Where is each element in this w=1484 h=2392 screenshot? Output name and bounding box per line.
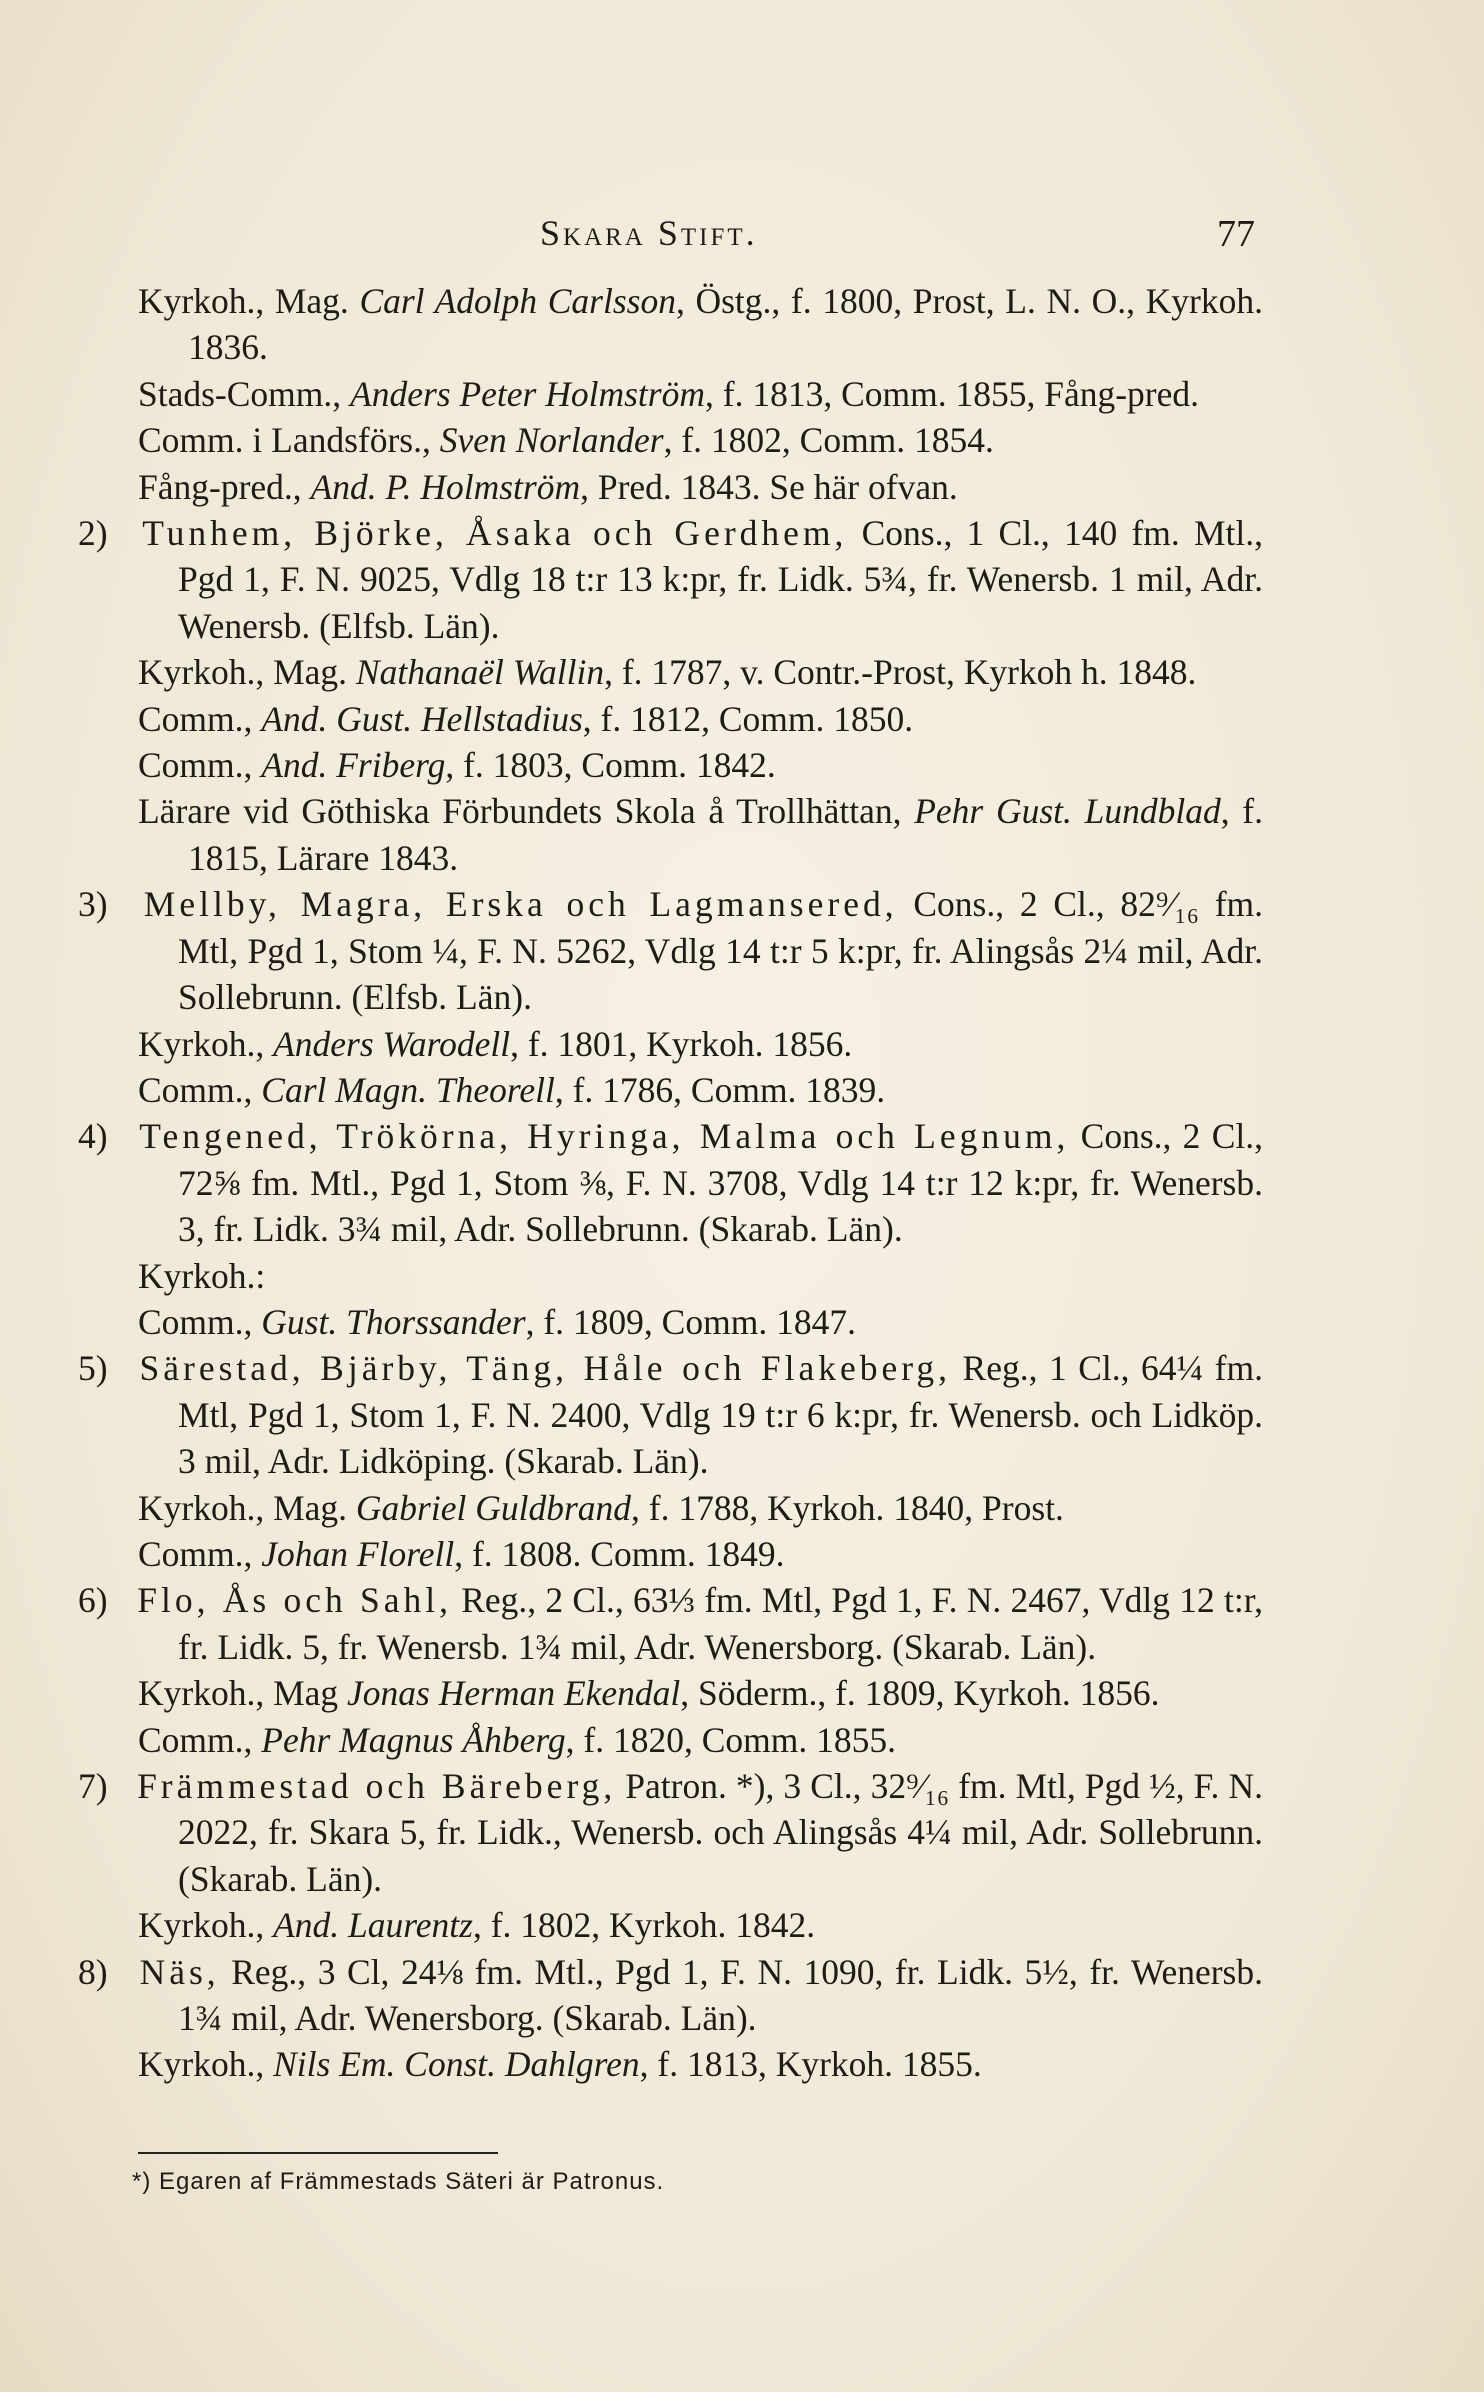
- clergy-entry: [138, 1299, 1263, 1345]
- person-name: Carl Adolph Carlsson: [359, 281, 676, 321]
- office-title: Kyrkoh.:: [138, 1255, 266, 1296]
- entry-details: , f. 1808. Comm. 1849.: [454, 1533, 785, 1574]
- parish-entry: 8) Näs, Reg., 3 Cl, 24⅛ fm. Mtl., Pgd 1, F. N. 1090, fr. Lidk. 5½, fr. Wenersb. 1¾ mil, Adr. Wenersborg. (Skarab. Län).: [78, 1951, 1264, 2039]
- person-name: Gust. Thorssander: [261, 1301, 526, 1342]
- person-name: Gabriel Guldbrand: [355, 1487, 632, 1528]
- entry-details: , f. 1813, Comm. 1855, Fång-pred.: [705, 373, 1200, 414]
- clergy-entry: [138, 788, 1263, 881]
- clergy-entry: [138, 649, 1263, 695]
- parish-entry: 3) Mellby, Magra, Erska och Lagmansered, Cons., 2 Cl., 82⁹⁄₁₆ fm. Mtl, Pgd 1, Stom ¼, F. N. 5262, Vdlg 14 t:r 5 k:pr, fr. Alingsås 2¼ mil, Adr. Sollebrunn. (Elfsb. Län).: [78, 884, 1264, 1018]
- clergy-entry: [138, 696, 1263, 742]
- clergy-entry: [138, 1670, 1263, 1716]
- running-head: Skara Stift.: [540, 213, 758, 253]
- person-name: Nathanaël Wallin: [355, 652, 605, 693]
- clergy-entry: [138, 464, 1263, 510]
- office-title: Comm.,: [138, 1533, 262, 1574]
- person-name: Anders Warodell: [273, 1023, 511, 1064]
- clergy-entry: [138, 2041, 1263, 2087]
- entry-details: , f. 1803, Comm. 1842.: [445, 745, 776, 786]
- entry-details: Patron. *), 3 Cl., 32⁹⁄₁₆ fm. Mtl, Pgd ½, F. N. 2022, fr. Skara 5, fr. Lidk., Wenersb. och Alingsås 4¼ mil, Adr. Sollebrunn. (Skarab. Län).: [178, 1766, 1263, 1899]
- entry-details: , f. 1802, Comm. 1854.: [663, 420, 994, 461]
- office-title: Kyrkoh.,: [138, 1023, 274, 1064]
- clergy-entry: [138, 417, 1263, 463]
- person-name: Nils Em. Const. Dahlgren: [273, 2044, 640, 2085]
- office-title: Kyrkoh., Mag: [138, 1673, 348, 1714]
- office-title: Kyrkoh.,: [138, 2044, 274, 2085]
- office-title: Comm.,: [138, 745, 262, 786]
- person-name: And. Friberg: [261, 745, 446, 786]
- parish-entry: 6) Flo, Ås och Sahl, Reg., 2 Cl., 63⅓ fm. Mtl, Pgd 1, F. N. 2467, Vdlg 12 t:r, fr. Lidk. 5, fr. Wenersb. 1¾ mil, Adr. Wenersborg. (Skarab. Län).: [78, 1580, 1264, 1667]
- parish-names: Särestad, Bjärby, Täng, Håle och Flakeberg,: [139, 1348, 952, 1389]
- office-title: Kyrkoh., Mag.: [138, 281, 360, 321]
- person-name: And. P. Holmström: [310, 466, 581, 507]
- footnote: *) Egaren af Främmestads Säteri är Patronus.: [132, 2168, 665, 2195]
- entry-details: Cons., 2 Cl., 82⁹⁄₁₆ fm. Mtl, Pgd 1, Stom ¼, F. N. 5262, Vdlg 14 t:r 5 k:pr, fr. Alingsås 2¼ mil, Adr. Sollebrunn. (Elfsb. Län).: [178, 884, 1264, 1018]
- entry-details: , f. 1815, Lärare 1843.: [188, 791, 1263, 878]
- person-name: Jonas Herman Ekendal: [347, 1673, 681, 1714]
- person-name: And. Laurentz: [273, 1905, 473, 1946]
- clergy-entry: [138, 278, 1263, 371]
- parish-entry: 4) Tengened, Trökörna, Hyringa, Malma och Legnum, Cons., 2 Cl., 72⅝ fm. Mtl., Pgd 1, Stom ⅜, F. N. 3708, Vdlg 14 t:r 12 k:pr, fr. Wenersb. 3, fr. Lidk. 3¾ mil, Adr. Sollebrunn. (Skarab. Län).: [78, 1116, 1264, 1250]
- parish-entry: 2) Tunhem, Björke, Åsaka och Gerdhem, Cons., 1 Cl., 140 fm. Mtl., Pgd 1, F. N. 9025, Vdlg 18 t:r 13 k:pr, fr. Lidk. 5¾, fr. Wenersb. 1 mil, Adr. Wenersb. (Elfsb. Län).: [78, 513, 1264, 646]
- person-name: Pehr Gust. Lundblad: [914, 791, 1221, 832]
- entry-details: Reg., 1 Cl., 64¼ fm. Mtl, Pgd 1, Stom 1, F. N. 2400, Vdlg 19 t:r 6 k:pr, fr. Wenersb. och Lidköp. 3 mil, Adr. Lidköping. (Skarab. Län).: [178, 1348, 1263, 1482]
- clergy-entry: [138, 1021, 1263, 1067]
- entry-details: , Östg., f. 1800, Prost, L. N. O., Kyrkoh. 1836.: [188, 281, 1263, 368]
- entry-details: , f. 1786, Comm. 1839.: [554, 1069, 886, 1110]
- clergy-entry: [138, 1253, 1263, 1299]
- parish-names: Främmestad och Bäreberg,: [137, 1766, 617, 1806]
- office-title: Kyrkoh., Mag.: [138, 1487, 356, 1528]
- entry-details: Cons., 1 Cl., 140 fm. Mtl., Pgd 1, F. N. 9025, Vdlg 18 t:r 13 k:pr, fr. Lidk. 5¾, fr. Wenersb. 1 mil, Adr. Wenersb. (Elfsb. Län).: [178, 513, 1264, 646]
- entry-details: , Söderm., f. 1809, Kyrkoh. 1856.: [680, 1673, 1160, 1714]
- entry-details: , Pred. 1843. Se här ofvan.: [580, 466, 958, 507]
- page-number: 77: [1217, 213, 1255, 255]
- parish-names: Tengened, Trökörna, Hyringa, Malma och Legnum,: [139, 1116, 1070, 1157]
- entry-details: , f. 1802, Kyrkoh. 1842.: [472, 1905, 816, 1946]
- entry-details: , f. 1787, v. Contr.-Prost, Kyrkoh h. 1848.: [604, 652, 1197, 693]
- footnote-rule: [138, 2152, 498, 2154]
- person-name: Anders Peter Holmström: [350, 373, 705, 414]
- clergy-entry: [138, 1531, 1263, 1577]
- entry-details: , f. 1809, Comm. 1847.: [525, 1301, 856, 1342]
- office-title: Comm.,: [138, 1301, 262, 1342]
- office-title: Kyrkoh., Mag.: [138, 652, 356, 693]
- entry-details: , f. 1788, Kyrkoh. 1840, Prost.: [631, 1487, 1064, 1528]
- parish-entry: 5) Särestad, Bjärby, Täng, Håle och Flakeberg, Reg., 1 Cl., 64¼ fm. Mtl, Pgd 1, Stom 1, F. N. 2400, Vdlg 19 t:r 6 k:pr, fr. Wenersb. och Lidköp. 3 mil, Adr. Lidköping. (Skarab. Län).: [78, 1348, 1263, 1482]
- entry-details: , f. 1820, Comm. 1855.: [565, 1719, 896, 1760]
- parish-names: Flo, Ås och Sahl,: [137, 1580, 452, 1621]
- clergy-entry: [138, 1485, 1263, 1531]
- parish-names: Mellby, Magra, Erska och Lagmansered,: [143, 884, 898, 925]
- clergy-entry: [138, 742, 1263, 788]
- parish-entry: 7) Främmestad och Bäreberg, Patron. *), 3 Cl., 32⁹⁄₁₆ fm. Mtl, Pgd ½, F. N. 2022, fr. Skara 5, fr. Lidk., Wenersb. och Alingsås 4¼ mil, Adr. Sollebrunn. (Skarab. Län).: [78, 1766, 1263, 1899]
- entry-details: , f. 1801, Kyrkoh. 1856.: [510, 1023, 853, 1064]
- entry-details: Cons., 2 Cl., 72⅝ fm. Mtl., Pgd 1, Stom ⅜, F. N. 3708, Vdlg 14 t:r 12 k:pr, fr. Wenersb. 3, fr. Lidk. 3¾ mil, Adr. Sollebrunn. (Skarab. Län).: [178, 1116, 1264, 1250]
- person-name: And. Gust. Hellstadius: [261, 698, 583, 739]
- entry-details: Reg., 2 Cl., 63⅓ fm. Mtl, Pgd 1, F. N. 2467, Vdlg 12 t:r, fr. Lidk. 5, fr. Wenersb. 1¾ mil, Adr. Wenersborg. (Skarab. Län).: [178, 1580, 1264, 1667]
- parish-names: Näs,: [139, 1951, 220, 1992]
- person-name: Sven Norlander: [439, 420, 664, 461]
- clergy-entry: [138, 1902, 1263, 1948]
- clergy-entry: [138, 371, 1263, 417]
- clergy-entry: [138, 1717, 1263, 1763]
- page-header: [135, 212, 1255, 262]
- office-title: Comm.,: [138, 698, 262, 739]
- office-title: Comm.,: [138, 1069, 262, 1110]
- entry-details: Reg., 3 Cl, 24⅛ fm. Mtl., Pgd 1, F. N. 1090, fr. Lidk. 5½, fr. Wenersb. 1¾ mil, Adr. Wenersborg. (Skarab. Län).: [178, 1951, 1264, 2039]
- office-title: Comm.,: [138, 1719, 262, 1760]
- entry-details: , f. 1813, Kyrkoh. 1855.: [639, 2044, 982, 2085]
- office-title: Fång-pred.,: [138, 466, 311, 507]
- clergy-entry: [138, 1067, 1263, 1113]
- person-name: Carl Magn. Theorell: [261, 1069, 555, 1110]
- office-title: Lärare vid Göthiska Förbundets Skola å Trollhättan,: [138, 791, 915, 832]
- entry-details: , f. 1812, Comm. 1850.: [582, 698, 914, 739]
- parish-names: Tunhem, Björke, Åsaka och Gerdhem,: [142, 513, 848, 554]
- person-name: Johan Florell: [261, 1533, 455, 1574]
- office-title: Kyrkoh.,: [138, 1905, 274, 1946]
- office-title: Stads-Comm.,: [138, 373, 351, 414]
- office-title: Comm. i Landsförs.,: [138, 420, 440, 461]
- person-name: Pehr Magnus Åhberg: [261, 1719, 566, 1760]
- register-text: [78, 278, 1264, 2088]
